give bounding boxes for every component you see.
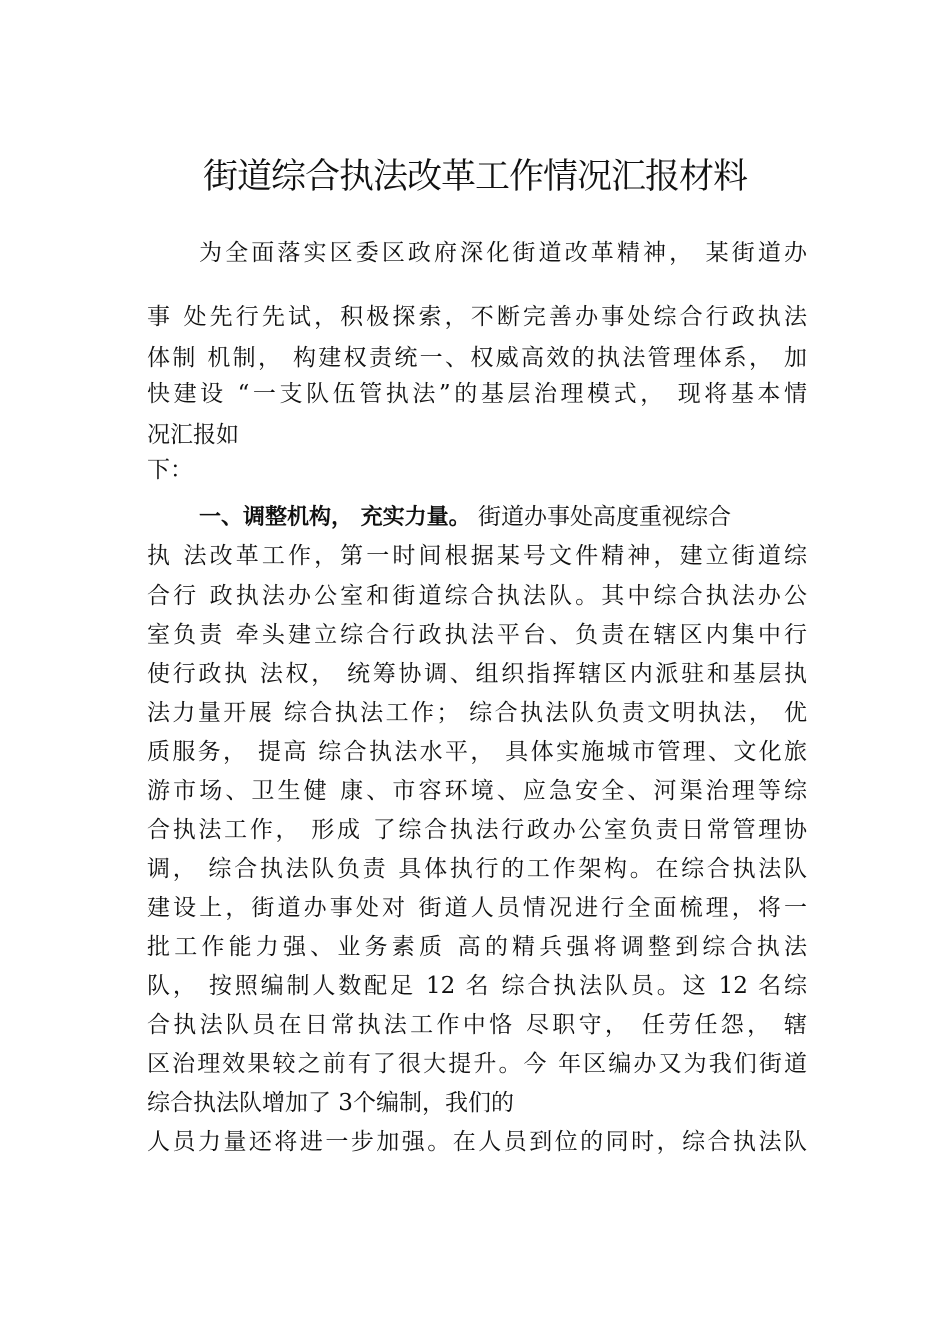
section-1-line: 建设上，街道办事处对 街道人员情况进行全面梳理，将一 [147, 895, 807, 921]
intro-line: 下： [147, 457, 193, 483]
section-1-line: 队， 按照编制人数配足 12 名 综合执法队员。这 12 名综 [147, 973, 807, 999]
section-1-first-line-text: 街道办事处高度重视综合 [470, 504, 731, 530]
section-1-line: 使行政执 法权， 统筹协调、组织指挥辖区内派驻和基层执 [147, 661, 807, 687]
section-1-line: 区治理效果较之前有了很大提升。今 年区编办又为我们街道 [147, 1051, 807, 1077]
intro-line: 事 处先行先试，积极探索，不断完善办事处综合行政执法 [147, 304, 807, 330]
section-1-line: 批工作能力强、业务素质 高的精兵强将调整到综合执法 [147, 934, 807, 960]
intro-line: 快建设 “一支队伍管执法”的基层治理模式， 现将基本情 [147, 381, 807, 407]
section-1-line: 合执法队员在日常执法工作中恪 尽职守， 任劳任怨， 辖 [147, 1012, 807, 1038]
section-1-first-line [199, 497, 807, 537]
section-1-line: 综合执法队增加了 3个编制，我们的 [147, 1090, 514, 1116]
section-1-line: 合行 政执法办公室和街道综合执法队。其中综合执法办公 [147, 583, 807, 609]
section-1-line: 游市场、卫生健 康、市容环境、应急安全、河渠治理等综 [147, 778, 807, 804]
intro-line: 体制 机制， 构建权责统一、权威高效的执法管理体系， 加 [147, 345, 807, 371]
intro-line: 况汇报如 [147, 422, 239, 448]
section-1-line: 质服务， 提高 综合执法水平， 具体实施城市管理、文化旅 [147, 739, 807, 765]
section-1-line: 法力量开展 综合执法工作； 综合执法队负责文明执法， 优 [147, 700, 807, 726]
section-1-line: 调， 综合执法队负责 具体执行的工作架构。在综合执法队 [147, 856, 807, 882]
section-1-line: 执 法改革工作，第一时间根据某号文件精神，建立街道综 [147, 543, 807, 569]
document-title: 街道综合执法改革工作情况汇报材料 [202, 157, 747, 197]
section-1-line: 合执法工作， 形成 了综合执法行政办公室负责日常管理协 [147, 817, 807, 843]
section-1-line: 人员力量还将进一步加强。在人员到位的同时，综合执法队 [147, 1129, 807, 1155]
section-1-line: 室负责 牵头建立综合行政执法平台、负责在辖区内集中行 [147, 622, 807, 648]
intro-line: 为全面落实区委区政府深化街道改革精神， 某街道办 [199, 240, 807, 266]
section-1-heading: 一、调整机构， 充实力量。 [199, 505, 471, 530]
